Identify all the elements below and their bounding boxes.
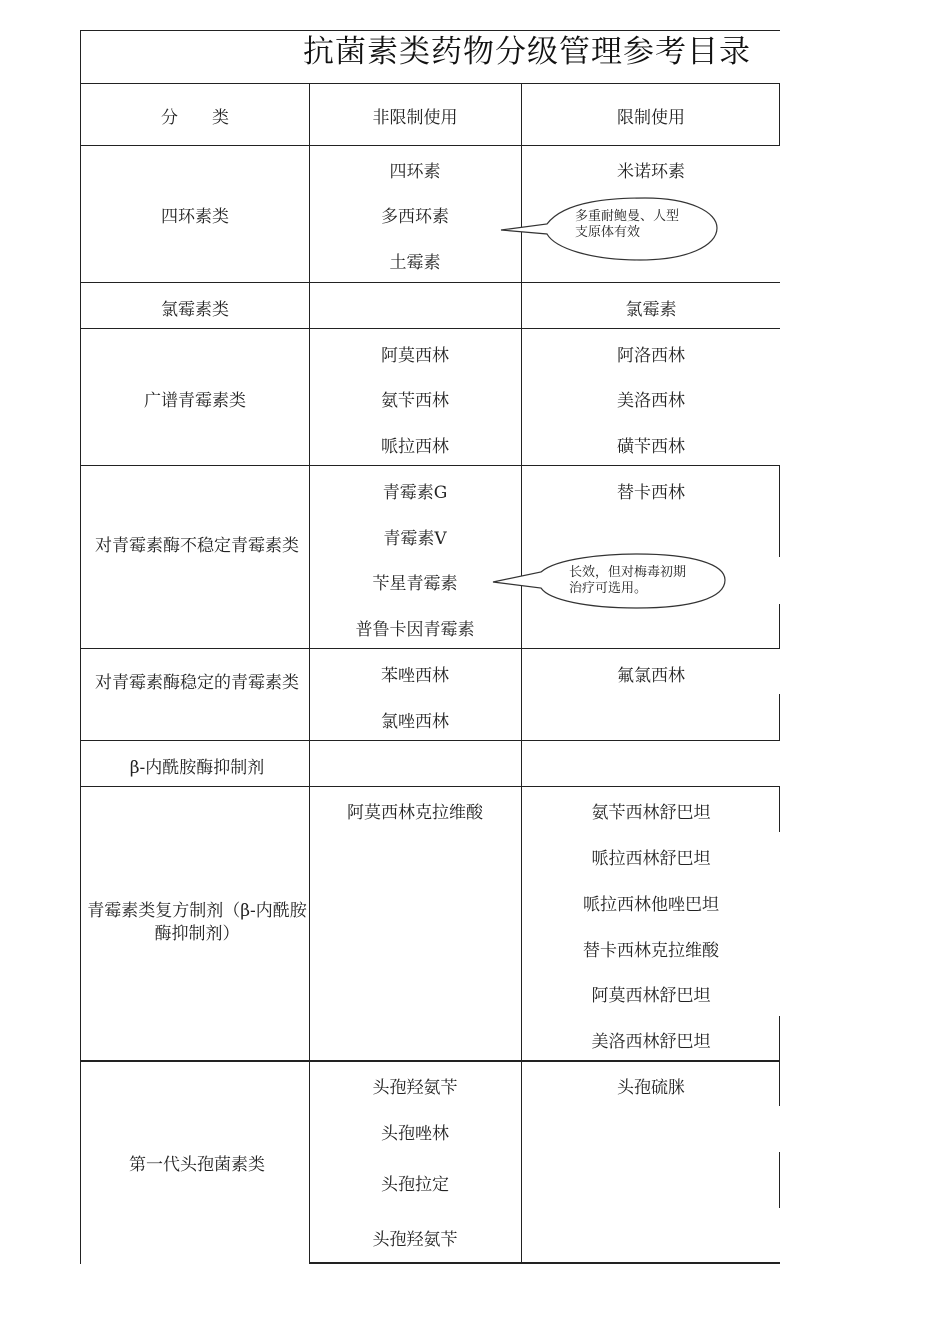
page-title: 抗菌素类药物分级管理参考目录	[303, 34, 751, 70]
drug-restricted: 阿莫西林舒巴坦	[591, 986, 711, 1006]
row-category: 广谱青霉素类	[144, 391, 246, 411]
row-category: 青霉素类复方制剂（β-内酰胺酶抑制剂）	[87, 901, 307, 944]
rule-header-top	[80, 83, 780, 84]
drug-restricted: 美洛西林	[617, 391, 685, 411]
drug-unrestricted: 青霉素G	[382, 483, 448, 503]
rule-right-a	[779, 83, 780, 145]
header-restricted: 限制使用	[617, 108, 685, 128]
drug-unrestricted: 苯唑西林	[381, 666, 449, 686]
drug-restricted: 美洛西林舒巴坦	[591, 1032, 711, 1052]
drug-unrestricted: 氨苄西林	[381, 391, 449, 411]
callout-text: 长效，但对梅毒初期	[569, 565, 687, 580]
callout-text: 多重耐鲍曼、人型	[575, 209, 680, 224]
drug-unrestricted: 哌拉西林	[381, 437, 449, 457]
drug-restricted: 哌拉西林他唑巴坦	[583, 895, 719, 915]
rule-header-bottom	[80, 145, 780, 146]
rule-row2-bottom	[80, 328, 780, 329]
rule-right-b	[779, 465, 780, 557]
drug-unrestricted: 多西环素	[381, 207, 449, 227]
rule-row3-bottom	[80, 465, 780, 466]
row-category: 对青霉素酶不稳定青霉素类	[95, 536, 299, 556]
drug-restricted: 阿洛西林	[617, 346, 685, 366]
callout-text: 治疗可选用。	[569, 581, 648, 596]
drug-unrestricted: 普鲁卡因青霉素	[355, 620, 475, 640]
rule-row6-bottom	[80, 786, 780, 787]
drug-restricted: 米诺环素	[617, 162, 685, 182]
drug-unrestricted: 阿莫西林克拉维酸	[347, 803, 483, 823]
rule-right-c	[779, 604, 780, 648]
drug-restricted: 替卡西林克拉维酸	[583, 941, 719, 961]
rule-row1-bottom	[80, 282, 780, 283]
drug-unrestricted: 头孢拉定	[381, 1175, 449, 1195]
row-category: 对青霉素酶稳定的青霉素类	[95, 673, 299, 693]
drug-unrestricted: 氯唑西林	[381, 712, 449, 732]
drug-unrestricted: 头孢羟氨苄	[372, 1230, 458, 1250]
row-category: 氯霉素类	[161, 300, 229, 320]
callout-text: 支原体有效	[575, 225, 641, 240]
drug-restricted: 替卡西林	[617, 483, 685, 503]
row-category: 四环素类	[161, 207, 229, 227]
rule-row8-bottom	[309, 1262, 780, 1264]
drug-restricted: 磺苄西林	[617, 437, 685, 457]
drug-unrestricted: 头孢唑林	[381, 1124, 449, 1144]
drug-unrestricted: 四环素	[389, 162, 441, 182]
drug-unrestricted: 青霉素V	[383, 529, 447, 549]
rule-row4-bottom	[80, 648, 780, 649]
rule-right-g	[779, 1060, 780, 1106]
rule-right-f	[779, 1016, 780, 1060]
drug-unrestricted: 头孢羟氨苄	[372, 1078, 458, 1098]
drug-restricted: 氯霉素	[625, 300, 677, 320]
rule-row7-bottom	[80, 1060, 780, 1062]
drug-restricted: 氨苄西林舒巴坦	[591, 803, 711, 823]
rule-row5-bottom	[80, 740, 780, 741]
rule-right-d	[779, 694, 780, 740]
header-unrestricted: 非限制使用	[372, 108, 458, 128]
drug-restricted: 头孢硫脒	[617, 1078, 685, 1098]
drug-restricted: 哌拉西林舒巴坦	[591, 849, 711, 869]
drug-restricted: 氟氯西林	[617, 666, 685, 686]
drug-unrestricted: 土霉素	[389, 253, 441, 273]
row-category: 第一代头孢菌素类	[129, 1155, 265, 1175]
rule-col1	[309, 83, 310, 1264]
drug-unrestricted: 苄星青霉素	[372, 574, 458, 594]
header-category: 分 类	[161, 108, 229, 128]
row-category: β-内酰胺酶抑制剂	[129, 758, 265, 778]
rule-right-h	[779, 1152, 780, 1208]
rule-left	[80, 30, 81, 1264]
rule-top	[80, 30, 780, 31]
rule-right-e	[779, 786, 780, 832]
drug-unrestricted: 阿莫西林	[381, 346, 449, 366]
